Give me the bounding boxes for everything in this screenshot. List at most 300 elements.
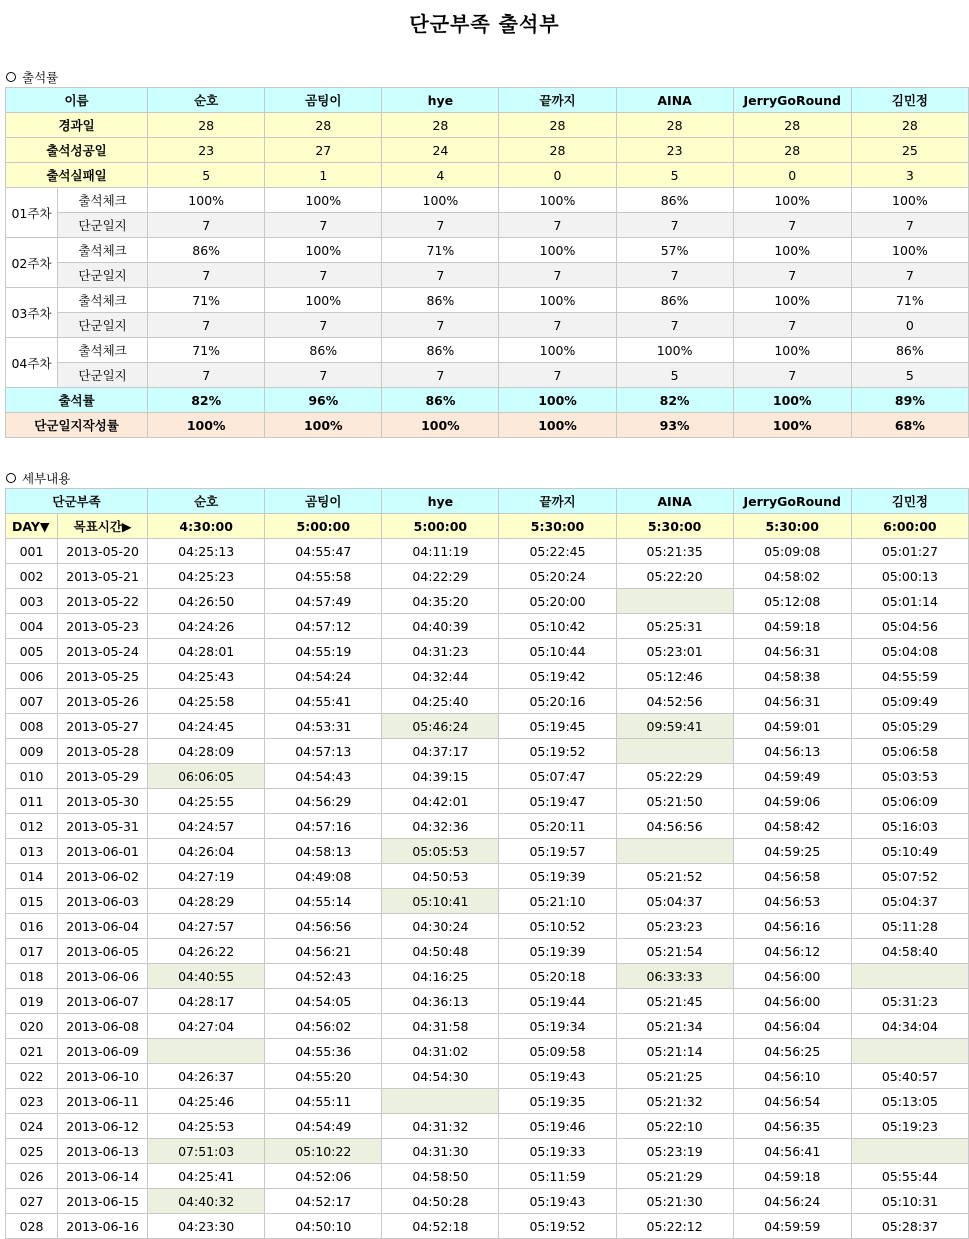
- wake-time: 04:57:13: [265, 739, 382, 764]
- rate-value: 82%: [148, 388, 265, 413]
- value-cell: 1: [265, 163, 382, 188]
- wake-time: 04:54:30: [382, 1064, 499, 1089]
- journal-value: 7: [733, 363, 851, 388]
- value-cell: 23: [148, 138, 265, 163]
- wake-time: 04:25:46: [148, 1089, 265, 1114]
- date-cell: 2013-06-13: [58, 1139, 148, 1164]
- week-journal-row: [6, 213, 969, 238]
- date-cell: 2013-05-28: [58, 739, 148, 764]
- journal-value: 7: [733, 313, 851, 338]
- wake-time: 05:13:05: [851, 1089, 968, 1114]
- wake-time: 05:11:28: [851, 914, 968, 939]
- value-cell: 25: [851, 138, 968, 163]
- wake-time: 04:50:48: [382, 939, 499, 964]
- check-value: 100%: [499, 338, 616, 363]
- wake-time: 05:55:44: [851, 1164, 968, 1189]
- wake-time: 04:23:30: [148, 1214, 265, 1239]
- wake-time: 05:21:10: [499, 889, 616, 914]
- date-cell: 2013-06-11: [58, 1089, 148, 1114]
- member-name-header: 끝까지: [499, 489, 616, 514]
- date-cell: 2013-06-04: [58, 914, 148, 939]
- journal-value: 7: [616, 213, 733, 238]
- wake-time: 05:09:49: [851, 689, 968, 714]
- wake-time: 04:56:56: [616, 814, 733, 839]
- check-value: 71%: [148, 338, 265, 363]
- wake-time: 04:56:54: [733, 1089, 851, 1114]
- journal-value: 7: [382, 363, 499, 388]
- wake-time: 05:16:03: [851, 814, 968, 839]
- day-row: [6, 639, 969, 664]
- date-cell: 2013-06-06: [58, 964, 148, 989]
- day-row: [6, 1164, 969, 1189]
- check-value: 100%: [265, 238, 382, 263]
- wake-time: 04:25:55: [148, 789, 265, 814]
- rate-value: 100%: [499, 388, 616, 413]
- wake-time: 04:40:55: [148, 964, 265, 989]
- wake-time: 04:56:13: [733, 739, 851, 764]
- wake-time: 04:31:02: [382, 1039, 499, 1064]
- day-row: [6, 589, 969, 614]
- date-cell: 2013-06-10: [58, 1064, 148, 1089]
- wake-time: 04:56:53: [733, 889, 851, 914]
- wake-time: 05:21:34: [616, 1014, 733, 1039]
- week-journal-row: [6, 263, 969, 288]
- wake-time: 05:07:52: [851, 864, 968, 889]
- date-cell: 2013-06-09: [58, 1039, 148, 1064]
- day-number: 013: [6, 839, 58, 864]
- day-row: [6, 1039, 969, 1064]
- wake-time: 05:04:08: [851, 639, 968, 664]
- wake-time: 05:12:08: [733, 589, 851, 614]
- journal-rate-value: 100%: [265, 413, 382, 438]
- journal-value: 7: [265, 263, 382, 288]
- wake-time: 04:36:13: [382, 989, 499, 1014]
- day-number: 003: [6, 589, 58, 614]
- journal-value: 7: [499, 263, 616, 288]
- check-value: 100%: [733, 188, 851, 213]
- member-name-header: AINA: [616, 88, 733, 113]
- week-label: 02주차: [6, 238, 58, 288]
- day-row: [6, 1139, 969, 1164]
- check-value: 100%: [851, 238, 968, 263]
- journal-rate-value: 100%: [499, 413, 616, 438]
- wake-time: 05:22:10: [616, 1114, 733, 1139]
- rate-value: 96%: [265, 388, 382, 413]
- wake-time: 05:20:11: [499, 814, 616, 839]
- member-name-header: 순호: [148, 88, 265, 113]
- wake-time: 05:05:29: [851, 714, 968, 739]
- value-cell: 3: [851, 163, 968, 188]
- check-value: 100%: [733, 288, 851, 313]
- check-value: 86%: [851, 338, 968, 363]
- day-number: 028: [6, 1214, 58, 1239]
- day-number: 016: [6, 914, 58, 939]
- week-label: 01주차: [6, 188, 58, 238]
- target-time: 5:30:00: [499, 514, 616, 539]
- wake-time: 04:25:13: [148, 539, 265, 564]
- wake-time: 05:06:09: [851, 789, 968, 814]
- check-value: 86%: [616, 188, 733, 213]
- wake-time: 05:21:30: [616, 1189, 733, 1214]
- wake-time: 04:56:02: [265, 1014, 382, 1039]
- date-cell: 2013-05-25: [58, 664, 148, 689]
- day-number: 018: [6, 964, 58, 989]
- target-time: 5:00:00: [265, 514, 382, 539]
- wake-time: 04:59:49: [733, 764, 851, 789]
- wake-time: [382, 1089, 499, 1114]
- wake-time: 05:20:00: [499, 589, 616, 614]
- week-label: 03주차: [6, 288, 58, 338]
- day-number: 009: [6, 739, 58, 764]
- date-cell: 2013-05-24: [58, 639, 148, 664]
- wake-time: 05:19:45: [499, 714, 616, 739]
- wake-time: 04:40:32: [148, 1189, 265, 1214]
- wake-time: 04:59:59: [733, 1214, 851, 1239]
- value-cell: 24: [382, 138, 499, 163]
- day-row: [6, 939, 969, 964]
- journal-value: 7: [382, 213, 499, 238]
- wake-time: 04:56:58: [733, 864, 851, 889]
- wake-time: 04:11:19: [382, 539, 499, 564]
- journal-value: 7: [616, 263, 733, 288]
- wake-time: 05:09:58: [499, 1039, 616, 1064]
- value-cell: 5: [616, 163, 733, 188]
- wake-time: 05:23:23: [616, 914, 733, 939]
- wake-time: 05:12:46: [616, 664, 733, 689]
- journal-label: 단군일지: [58, 363, 148, 388]
- journal-value: 7: [733, 263, 851, 288]
- wake-time: 05:11:59: [499, 1164, 616, 1189]
- wake-time: 04:58:38: [733, 664, 851, 689]
- day-number: 022: [6, 1064, 58, 1089]
- wake-time: [851, 964, 968, 989]
- section-label: 출석률: [22, 70, 59, 85]
- wake-time: 05:10:44: [499, 639, 616, 664]
- page-title: 단군부족 출석부: [409, 12, 560, 36]
- journal-value: 7: [148, 363, 265, 388]
- wake-time: 04:56:25: [733, 1039, 851, 1064]
- wake-time: 04:52:06: [265, 1164, 382, 1189]
- wake-time: 04:54:05: [265, 989, 382, 1014]
- day-row: [6, 889, 969, 914]
- wake-time: 04:31:30: [382, 1139, 499, 1164]
- wake-time: 05:21:29: [616, 1164, 733, 1189]
- wake-time: 05:25:31: [616, 614, 733, 639]
- day-number: 005: [6, 639, 58, 664]
- check-label: 출석체크: [58, 188, 148, 213]
- member-name-header: 김민정: [851, 88, 968, 113]
- day-row: [6, 689, 969, 714]
- member-name-header: JerryGoRound: [733, 88, 851, 113]
- value-cell: 28: [382, 113, 499, 138]
- wake-time: 04:58:40: [851, 939, 968, 964]
- wake-time: 05:20:16: [499, 689, 616, 714]
- day-row: [6, 864, 969, 889]
- wake-time: 04:55:11: [265, 1089, 382, 1114]
- check-value: 100%: [616, 338, 733, 363]
- wake-time: 05:21:32: [616, 1089, 733, 1114]
- date-cell: 2013-05-27: [58, 714, 148, 739]
- day-row: [6, 1089, 969, 1114]
- journal-rate-row: [6, 413, 969, 438]
- wake-time: 04:27:19: [148, 864, 265, 889]
- wake-time: 04:25:23: [148, 564, 265, 589]
- day-row: [6, 1064, 969, 1089]
- journal-value: 7: [499, 213, 616, 238]
- check-label: 출석체크: [58, 238, 148, 263]
- date-cell: 2013-06-14: [58, 1164, 148, 1189]
- wake-time: 04:40:39: [382, 614, 499, 639]
- day-number: 020: [6, 1014, 58, 1039]
- day-number: 002: [6, 564, 58, 589]
- day-number: 025: [6, 1139, 58, 1164]
- wake-time: 04:55:20: [265, 1064, 382, 1089]
- value-cell: 28: [616, 113, 733, 138]
- wake-time: 05:19:39: [499, 939, 616, 964]
- wake-time: 04:55:41: [265, 689, 382, 714]
- row-label: 출석성공일: [6, 138, 148, 163]
- journal-value: 7: [265, 213, 382, 238]
- wake-time: 04:31:23: [382, 639, 499, 664]
- wake-time: 04:25:53: [148, 1114, 265, 1139]
- wake-time: 05:19:52: [499, 739, 616, 764]
- wake-time: 04:26:50: [148, 589, 265, 614]
- check-value: 86%: [382, 338, 499, 363]
- wake-time: 05:01:14: [851, 589, 968, 614]
- wake-time: 04:25:58: [148, 689, 265, 714]
- wake-time: 04:53:31: [265, 714, 382, 739]
- check-value: 100%: [499, 288, 616, 313]
- wake-time: 05:21:35: [616, 539, 733, 564]
- journal-rate-value: 100%: [382, 413, 499, 438]
- journal-value: 5: [851, 363, 968, 388]
- wake-time: 05:31:23: [851, 989, 968, 1014]
- wake-time: 05:10:42: [499, 614, 616, 639]
- circle-bullet-icon: [6, 473, 16, 483]
- wake-time: 05:19:44: [499, 989, 616, 1014]
- wake-time: 04:58:02: [733, 564, 851, 589]
- wake-time: 04:57:16: [265, 814, 382, 839]
- header-row: [6, 489, 969, 514]
- check-value: 100%: [733, 338, 851, 363]
- journal-value: 5: [616, 363, 733, 388]
- wake-time: 05:19:42: [499, 664, 616, 689]
- wake-time: 04:55:58: [265, 564, 382, 589]
- wake-time: 05:21:45: [616, 989, 733, 1014]
- day-number: 014: [6, 864, 58, 889]
- rate-value: 86%: [382, 388, 499, 413]
- day-row: [6, 839, 969, 864]
- journal-rate-value: 68%: [851, 413, 968, 438]
- wake-time: 04:27:57: [148, 914, 265, 939]
- wake-time: 04:55:47: [265, 539, 382, 564]
- week-check-row: [6, 338, 969, 363]
- date-cell: 2013-06-15: [58, 1189, 148, 1214]
- journal-label: 단군일지: [58, 213, 148, 238]
- target-time: 5:30:00: [733, 514, 851, 539]
- wake-time: 05:23:01: [616, 639, 733, 664]
- target-time: 5:30:00: [616, 514, 733, 539]
- wake-time: 04:24:26: [148, 614, 265, 639]
- day-row: [6, 1189, 969, 1214]
- wake-time: 05:09:08: [733, 539, 851, 564]
- date-cell: 2013-06-02: [58, 864, 148, 889]
- rate-value: 89%: [851, 388, 968, 413]
- day-row: [6, 789, 969, 814]
- date-cell: 2013-06-08: [58, 1014, 148, 1039]
- wake-time: 07:51:03: [148, 1139, 265, 1164]
- value-cell: 28: [851, 113, 968, 138]
- wake-time: 04:52:17: [265, 1189, 382, 1214]
- day-number: 004: [6, 614, 58, 639]
- day-number: 015: [6, 889, 58, 914]
- wake-time: 05:10:22: [265, 1139, 382, 1164]
- day-number: 007: [6, 689, 58, 714]
- check-value: 86%: [148, 238, 265, 263]
- wake-time: 04:56:10: [733, 1064, 851, 1089]
- wake-time: 05:10:49: [851, 839, 968, 864]
- day-row: [6, 989, 969, 1014]
- journal-value: 7: [616, 313, 733, 338]
- wake-time: 05:23:19: [616, 1139, 733, 1164]
- member-name-header: JerryGoRound: [733, 489, 851, 514]
- wake-time: 04:52:18: [382, 1214, 499, 1239]
- date-cell: 2013-05-26: [58, 689, 148, 714]
- wake-time: 04:56:21: [265, 939, 382, 964]
- wake-time: 05:40:57: [851, 1064, 968, 1089]
- journal-value: 0: [851, 313, 968, 338]
- date-cell: 2013-06-07: [58, 989, 148, 1014]
- date-cell: 2013-05-22: [58, 589, 148, 614]
- date-cell: 2013-05-30: [58, 789, 148, 814]
- value-cell: 0: [733, 163, 851, 188]
- wake-time: 04:24:57: [148, 814, 265, 839]
- wake-time: 05:10:52: [499, 914, 616, 939]
- wake-time: 04:56:04: [733, 1014, 851, 1039]
- day-number: 001: [6, 539, 58, 564]
- journal-rate-value: 93%: [616, 413, 733, 438]
- check-value: 100%: [148, 188, 265, 213]
- value-cell: 28: [499, 113, 616, 138]
- member-name-header: 곰팅이: [265, 489, 382, 514]
- value-cell: 28: [733, 138, 851, 163]
- target-time: 6:00:00: [851, 514, 968, 539]
- wake-time: 05:07:47: [499, 764, 616, 789]
- wake-time: 05:05:53: [382, 839, 499, 864]
- fail-row: [6, 163, 969, 188]
- wake-time: 04:31:58: [382, 1014, 499, 1039]
- wake-time: [851, 1139, 968, 1164]
- day-row: [6, 539, 969, 564]
- wake-time: 04:56:29: [265, 789, 382, 814]
- check-value: 100%: [382, 188, 499, 213]
- wake-time: 05:06:58: [851, 739, 968, 764]
- wake-time: 04:56:00: [733, 989, 851, 1014]
- value-cell: 0: [499, 163, 616, 188]
- check-value: 100%: [265, 288, 382, 313]
- wake-time: 04:58:50: [382, 1164, 499, 1189]
- week-check-row: [6, 288, 969, 313]
- value-cell: 4: [382, 163, 499, 188]
- journal-value: 7: [148, 313, 265, 338]
- wake-time: 05:22:45: [499, 539, 616, 564]
- check-value: 100%: [499, 188, 616, 213]
- value-cell: 23: [616, 138, 733, 163]
- day-row: [6, 914, 969, 939]
- day-row: [6, 964, 969, 989]
- value-cell: 5: [148, 163, 265, 188]
- value-cell: 28: [499, 138, 616, 163]
- rate-value: 82%: [616, 388, 733, 413]
- wake-time: 04:37:17: [382, 739, 499, 764]
- wake-time: [851, 1039, 968, 1064]
- name-header: 이름: [6, 88, 148, 113]
- week-journal-row: [6, 313, 969, 338]
- wake-time: 04:54:43: [265, 764, 382, 789]
- day-row: [6, 564, 969, 589]
- member-name-header: 곰팅이: [265, 88, 382, 113]
- success-row: [6, 138, 969, 163]
- journal-label: 단군일지: [58, 313, 148, 338]
- wake-time: 04:59:01: [733, 714, 851, 739]
- section-label: 세부내용: [22, 471, 71, 486]
- date-cell: 2013-06-05: [58, 939, 148, 964]
- wake-time: 05:19:57: [499, 839, 616, 864]
- wake-time: 04:28:01: [148, 639, 265, 664]
- day-number: 019: [6, 989, 58, 1014]
- journal-value: 7: [499, 363, 616, 388]
- wake-time: [148, 1039, 265, 1064]
- wake-time: 05:21:50: [616, 789, 733, 814]
- journal-value: 7: [265, 313, 382, 338]
- check-value: 71%: [148, 288, 265, 313]
- member-name-header: 끝까지: [499, 88, 616, 113]
- wake-time: 09:59:41: [616, 714, 733, 739]
- check-label: 출석체크: [58, 338, 148, 363]
- wake-time: 05:46:24: [382, 714, 499, 739]
- wake-time: 04:26:04: [148, 839, 265, 864]
- wake-time: 04:57:12: [265, 614, 382, 639]
- check-value: 100%: [733, 238, 851, 263]
- wake-time: 04:32:44: [382, 664, 499, 689]
- rate-label: 출석률: [6, 388, 148, 413]
- wake-time: 04:54:24: [265, 664, 382, 689]
- day-number: 026: [6, 1164, 58, 1189]
- day-number: 023: [6, 1089, 58, 1114]
- journal-value: 7: [499, 313, 616, 338]
- journal-rate-value: 100%: [733, 413, 851, 438]
- day-sort-header: DAY▼: [6, 514, 58, 539]
- journal-rate-label: 단군일지작성률: [6, 413, 148, 438]
- journal-rate-value: 100%: [148, 413, 265, 438]
- date-cell: 2013-05-31: [58, 814, 148, 839]
- wake-time: 05:04:37: [616, 889, 733, 914]
- wake-time: 04:50:10: [265, 1214, 382, 1239]
- day-number: 010: [6, 764, 58, 789]
- journal-label: 단군일지: [58, 263, 148, 288]
- check-value: 100%: [499, 238, 616, 263]
- wake-time: 05:19:35: [499, 1089, 616, 1114]
- member-name-header: AINA: [616, 489, 733, 514]
- value-cell: 28: [733, 113, 851, 138]
- wake-time: 04:30:24: [382, 914, 499, 939]
- wake-time: 04:59:18: [733, 1164, 851, 1189]
- circle-bullet-icon: [6, 72, 16, 82]
- attendance-rate-row: [6, 388, 969, 413]
- section-attendance-rate: [6, 68, 58, 86]
- wake-time: 04:26:22: [148, 939, 265, 964]
- member-name-header: hye: [382, 489, 499, 514]
